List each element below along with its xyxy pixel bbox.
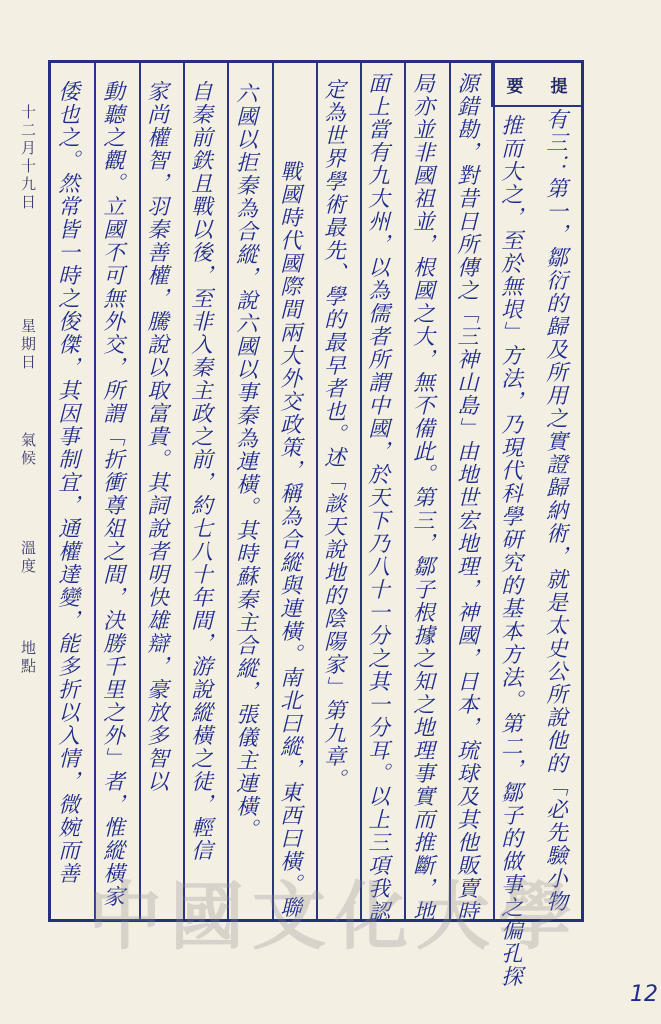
handwritten-column: 六國以拒秦為合縱，說六國以事秦為連橫。其時蘇秦主合縱，張儀主連橫。 [232,82,258,841]
column-rule [493,63,495,919]
handwritten-column: 自秦前鉄且戰以後，至非入秦主政之前，約七八十年間，游說縱橫之徒，輕信 [187,80,213,862]
column-rule [227,63,229,919]
handwritten-column: 有三：第一，鄒衍的歸及所用之實證歸納術，就是太史公所說他的「必先驗小物 [542,108,568,913]
handwritten-column: 源錯勘，對昔日所傳之「三神山島」由地世宏地理，神國，日本，琉球及其他販賣時 [453,72,479,923]
weekday-label: 星期日 [19,318,37,372]
column-rule [94,63,96,919]
handwritten-column: 局亦並非國祖並，根國之大，無不備此。第三，鄒子根據之知之地理事實而推斷，地 [409,72,435,923]
column-rule [316,63,318,919]
column-rule [449,63,451,919]
column-rule [404,63,406,919]
handwritten-column: 推而大之，至於無垠」方法，乃現代科學研究的基本方法。第二，鄒子的做事之偏孔探 [497,114,523,988]
column-rule [272,63,274,919]
column-rule [183,63,185,919]
header-box [491,63,581,107]
handwritten-column: 定為世界學術最先、學的最早者也。述「談天說地的陰陽家」第九章。 [320,78,346,791]
temperature-label: 溫度 [19,540,37,576]
column-rule [139,63,141,919]
header-char: 提 [550,76,568,97]
handwritten-column: 面上當有九大州，以為儒者所謂中國，於天下乃八十一分之其一分耳。以上三項我認 [364,72,390,923]
place-label: 地點 [19,640,37,676]
page-number: 12 [630,982,658,1007]
weather-label: 氣候 [19,432,37,468]
handwritten-column: 動聽之觀。立國不可無外交，所謂「折衝尊俎之間，決勝千里之外」者，惟縱橫家 [99,80,125,908]
handwritten-column: 倭也之。然常皆一時之俊傑，其因事制宜，通權達變，能多折以入情，微婉而善 [54,80,80,885]
header-char: 要 [506,76,524,97]
handwritten-column: 戰國時代國際間兩大外交政策，稱為合縱與連橫。南北曰縱，東西曰橫。聯 [276,160,302,919]
date-label: 十二月十九日 [19,104,37,212]
column-rule [360,63,362,919]
watermark: 中國文化大學 [88,874,580,960]
handwritten-column: 家尚權智，羽秦善權，騰說以取富貴。其詞說者明快雄辯，豪放多智以 [143,80,169,793]
